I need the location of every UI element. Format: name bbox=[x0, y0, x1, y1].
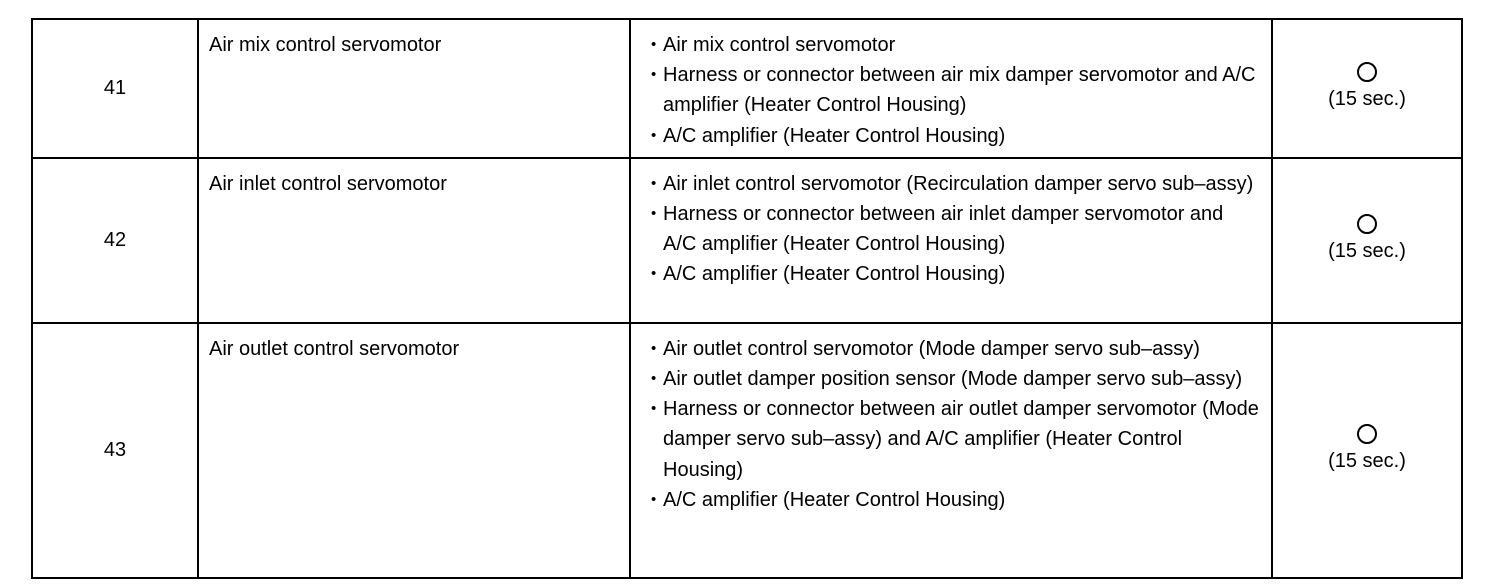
memory-duration: (15 sec.) bbox=[1328, 450, 1406, 473]
detection-item: Air inlet control servomotor bbox=[209, 172, 447, 195]
detection-item: Air outlet control servomotor bbox=[209, 337, 460, 360]
circle-icon bbox=[1357, 214, 1377, 234]
trouble-area-text: A/C amplifier (Heater Control Housing) bbox=[663, 124, 1006, 147]
detection-item: Air mix control servomotor bbox=[209, 34, 442, 56]
bullet-icon: • bbox=[651, 400, 657, 418]
detection-item-cell bbox=[198, 19, 630, 158]
list-item bbox=[641, 30, 1261, 60]
bullet-icon: • bbox=[651, 174, 657, 192]
circle-icon bbox=[1357, 424, 1377, 444]
dtc-table bbox=[31, 18, 1463, 579]
dtc-code-cell bbox=[32, 19, 198, 158]
memory-duration: (15 sec.) bbox=[1328, 88, 1406, 111]
trouble-area-text: Harness or connector between air mix damper servomotor and A/C amplifier (Heater Control Housing) bbox=[663, 64, 1256, 117]
trouble-area-text: Air outlet damper position sensor (Mode damper servo sub–assy) bbox=[663, 368, 1243, 391]
memory-cell bbox=[1272, 323, 1462, 578]
trouble-area-text: Harness or connector between air outlet damper servomotor (Mode damper servo sub–assy) and A/C amplifier (Heater Control Housing) bbox=[663, 398, 1259, 481]
list-item bbox=[641, 169, 1261, 199]
list-item bbox=[641, 199, 1261, 259]
bullet-icon: • bbox=[651, 370, 657, 388]
bullet-icon: • bbox=[651, 66, 657, 84]
trouble-area-text: Air mix control servomotor bbox=[663, 34, 896, 56]
bullet-icon: • bbox=[651, 205, 657, 223]
table-row bbox=[32, 323, 1462, 578]
table-row bbox=[32, 19, 1462, 158]
trouble-area-cell bbox=[630, 19, 1272, 158]
trouble-area-cell bbox=[630, 323, 1272, 578]
list-item bbox=[641, 394, 1261, 485]
dtc-code: 42 bbox=[103, 229, 127, 252]
trouble-area-cell bbox=[630, 158, 1272, 323]
list-item bbox=[641, 60, 1261, 120]
list-item bbox=[641, 485, 1261, 515]
dtc-code: 43 bbox=[103, 439, 127, 462]
bullet-icon: • bbox=[651, 36, 657, 53]
trouble-area-text: Harness or connector between air inlet damper servomotor and A/C amplifier (Heater Control Housing) bbox=[663, 203, 1224, 256]
memory-cell bbox=[1272, 158, 1462, 323]
trouble-area-list bbox=[641, 30, 1261, 151]
trouble-area-list bbox=[641, 334, 1261, 515]
bullet-icon: • bbox=[651, 265, 657, 283]
list-item bbox=[641, 334, 1261, 364]
dtc-code: 41 bbox=[103, 77, 127, 100]
circle-icon bbox=[1357, 62, 1377, 82]
bullet-icon: • bbox=[651, 490, 657, 508]
list-item bbox=[641, 364, 1261, 394]
trouble-area-text: A/C amplifier (Heater Control Housing) bbox=[663, 263, 1006, 286]
dtc-code-cell bbox=[32, 323, 198, 578]
list-item bbox=[641, 259, 1261, 289]
detection-item-cell bbox=[198, 158, 630, 323]
detection-item-cell bbox=[198, 323, 630, 578]
memory-duration: (15 sec.) bbox=[1328, 240, 1406, 263]
list-item bbox=[641, 121, 1261, 151]
trouble-area-text: Air inlet control servomotor (Recirculation damper servo sub–assy) bbox=[663, 172, 1254, 195]
memory-cell bbox=[1272, 19, 1462, 158]
trouble-area-text: Air outlet control servomotor (Mode damper servo sub–assy) bbox=[663, 337, 1200, 360]
bullet-icon: • bbox=[651, 126, 657, 144]
dtc-code-cell bbox=[32, 158, 198, 323]
trouble-area-text: A/C amplifier (Heater Control Housing) bbox=[663, 488, 1006, 511]
bullet-icon: • bbox=[651, 339, 657, 357]
table-row bbox=[32, 158, 1462, 323]
trouble-area-list bbox=[641, 169, 1261, 290]
